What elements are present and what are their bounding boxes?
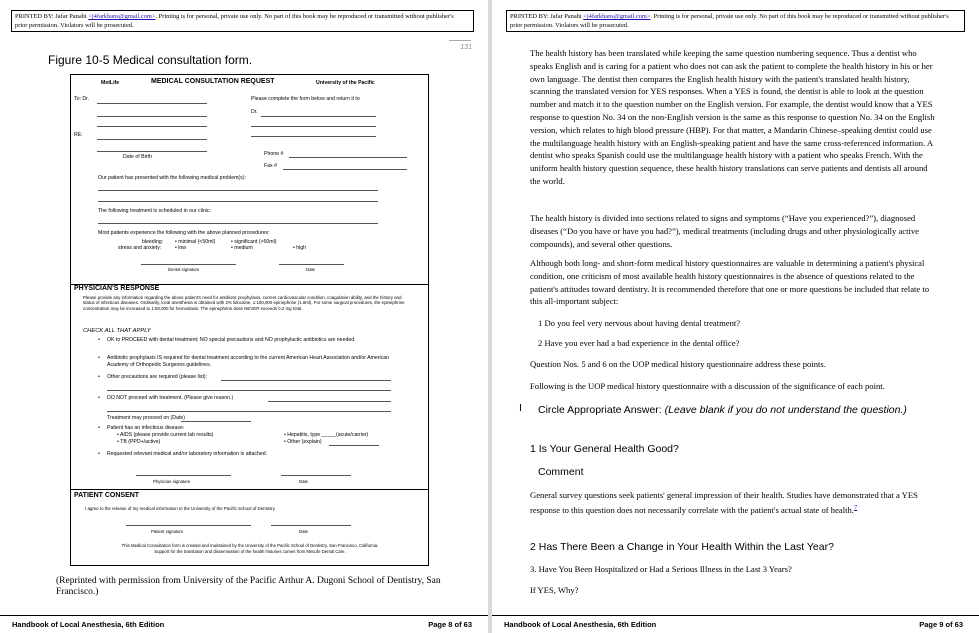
book-page-number: 131 <box>460 44 472 51</box>
explain-line[interactable] <box>329 445 379 446</box>
aids-option[interactable]: • AIDS (please provide current lab results) <box>117 432 214 438</box>
dental-signature-label: Dental signature <box>168 267 200 272</box>
check-all-label: CHECK ALL THAT APPLY <box>83 328 151 334</box>
paragraph: The health history is divided into sections related to signs and symptoms (“Have you experienced?”), diagnosed diseases (“Do you have or have you had?”), medical treatments (including drugs and other physiologically active compounds), and several other questions. <box>530 213 919 249</box>
page-footer <box>0 615 488 633</box>
date-label: Date <box>306 267 316 272</box>
stress-low[interactable]: • low <box>175 245 187 251</box>
footer-book-title: Handbook of Local Anesthesia, 6th Edition <box>504 620 657 629</box>
precautions-line[interactable] <box>221 380 391 381</box>
stress-label: stress and anxiety: <box>118 245 162 251</box>
banner-text-tail: . Printing is for personal, private use only. No part of this book may be reproduced or transmitted without publisher's <box>155 13 454 20</box>
re-line[interactable] <box>97 139 207 140</box>
figure-title: Figure 10-5 Medical consultation form. <box>48 53 253 67</box>
return-dr-line[interactable] <box>261 116 376 117</box>
reference-link[interactable]: 7 <box>853 503 858 511</box>
procedures-label: Most patients experience the following with the above planned procedures: <box>98 230 270 236</box>
dental-date-line[interactable] <box>279 264 344 265</box>
paragraph: Although both long- and short-form medical history questionnaires are valuable in determining a patient's physical condition, one criticism of most available health history questionnaires is the absence of questions related to the patient's attitudes toward dentistry. It is recommended therefore that one or more questions be included that relate to this all-important subject: <box>530 258 930 307</box>
paragraph: Following is the UOP medical history questionnaire with a discussion of the significance of each point. <box>530 381 885 391</box>
dob-line[interactable] <box>97 151 207 152</box>
paragraph: General survey questions seek patients' general impression of their health. Studies have demonstrated that a YES response to this question does not necessarily correlate with the patient's actual state of health. <box>530 490 918 515</box>
precautions-line[interactable] <box>107 390 391 391</box>
paragraph: Question Nos. 5 and 6 on the UOP medical history questionnaire address these points. <box>530 359 826 369</box>
left-page <box>0 0 488 633</box>
footer-page-number: Page 8 of 63 <box>428 620 472 629</box>
question-heading: 2 Has There Been a Change in Your Health Within the Last Year? <box>530 541 834 553</box>
form-footer: This Medical Consultation form is created and maintained by the University of the Pacific School of Dentistry, San Francisco, California. <box>121 543 379 548</box>
physician-instructions: Please provide any information regarding the above patient's need for antibiotic prophylaxis, current cardiovascular condition, coagulation ability, and the history and status of infectious diseases. Ordinarily, local anesthesia is obtained with 2% lidocaine, 1:100,000 epinephrine (1.8ml). For some surgical procedures, the epinephrine concentration may be increased to 1:50,000 for hemostasis. The epinephrine dose NEVER exceeds 0.2 mg total. <box>83 295 405 311</box>
address-line[interactable] <box>97 126 207 127</box>
treatment-label: The following treatment is scheduled in our clinic: <box>98 208 212 214</box>
bleeding-minimal[interactable]: • minimal (<50ml) <box>175 239 216 245</box>
ok-to-proceed-option[interactable]: OK to PROCEED with dental treatment; NO special precautions and NO prophylactic antibiotics are needed. <box>107 337 356 343</box>
consultation-form: MetLife MEDICAL CONSULTATION REQUEST University of the Pacific To: Dr. Please complete the form below and return it to Dr. RE: Date of Birth Phone # Fax # Our patient has presented with the following medical problem(s): The following treatment is scheduled in our clinic: Most patients experience the following with the above planned procedures: bleeding: • minimal (<50ml) • significant (>50ml) stress and anxiety: • low • medium • high Dental signature Date PHYSICIAN'S RESPONSE Please provide any information regarding the above patient's need for antibiotic prophylaxis, current cardiovascular condition, coagulation ability, and the history and status of infectious diseases. Ordinarily, local anesthesia is obtained with 2% lidocaine, 1:100,000 epinephrine (1.8ml). For some surgical procedures, the epinephrine concentration may be increased to 1:50,000 for hemostasis. The epinephrine dose NEVER exceeds 0.2 mg total. CHECK ALL THAT APPLY • OK to PROCEED with dental treatment; NO special precautions and NO prophylactic antibiotics are needed. • Antibiotic prophylaxis IS required for dental treatment according to the current American Heart Association and/or American Academy of Orthopedic Surgeons guidelines. • Other precautions are required (please list): • DO NOT proceed with treatment. (Please give reason.) Treatment may proceed on (Date) • Patient has an infectious disease: • AIDS (please provide current lab results) • TB (PPD+/active) • Hepatitis, type _____(acute/carrier) • Other (explain) • Requested relevant medical and/or laboratory information is attached. Physician signature Date PATIENT CONSENT I agree to the release of my medical information to the University of the Pacific School of Dentistry. Patient signature Date This Medical Consultation form is created and maintained by the University of the Pacific School of Dentistry, San Francisco, California. Support for the translation and dissemination of the health histories comes from MetLife Dental Care. <box>70 74 429 566</box>
figure-caption: (Reprinted with permission from University of the Pacific Arthur A. Dugoni School of Dentistry, San Francisco.) <box>56 576 441 597</box>
to-dr-label: To: Dr. <box>74 96 89 102</box>
banner-warning: prior permission. Violators will be prosecuted. <box>15 22 134 29</box>
banner-email-link[interactable]: <j4farkhans@gmail.com> <box>88 13 156 20</box>
phone-label: Phone # <box>264 151 284 157</box>
proceed-date-line[interactable] <box>181 421 251 422</box>
section-heading-note: (Leave blank if you do not understand the question.) <box>664 404 907 416</box>
patient-consent-title: PATIENT CONSENT <box>74 492 140 499</box>
physician-signature-label: Physician signature <box>153 479 191 484</box>
problems-line[interactable] <box>98 190 378 191</box>
university-name: University of the Pacific <box>316 80 375 86</box>
bleeding-label: bleeding: <box>142 239 164 245</box>
physician-response-title: PHYSICIAN'S RESPONSE <box>74 285 160 292</box>
other-precautions-option[interactable]: Other precautions are required (please list): <box>107 374 208 380</box>
physician-signature-line[interactable] <box>136 475 231 476</box>
phone-field[interactable] <box>289 157 407 158</box>
fax-field[interactable] <box>283 169 407 170</box>
dr-label: Dr. <box>251 109 258 115</box>
section-divider <box>71 489 428 490</box>
may-proceed-label: Treatment may proceed on (Date) <box>107 415 185 421</box>
stress-high[interactable]: • high <box>293 245 307 251</box>
right-page <box>492 0 979 633</box>
dob-label: Date of Birth <box>123 154 152 160</box>
patient-signature-line[interactable] <box>126 525 251 526</box>
hepatitis-option[interactable]: • Hepatitis, type _____(acute/carrier) <box>284 432 369 438</box>
address-line[interactable] <box>97 116 207 117</box>
do-not-proceed-option[interactable]: DO NOT proceed with treatment. (Please give reason.) <box>107 395 234 401</box>
return-address-line[interactable] <box>251 136 376 137</box>
fax-label: Fax # <box>264 163 277 169</box>
question: If YES, Why? <box>530 585 579 595</box>
physician-date-line[interactable] <box>281 475 351 476</box>
dental-signature-line[interactable] <box>141 264 236 265</box>
to-dr-line[interactable] <box>97 103 207 104</box>
return-address-line[interactable] <box>251 126 376 127</box>
bleeding-significant[interactable]: • significant (>50ml) <box>231 239 277 245</box>
problems-line[interactable] <box>98 201 378 202</box>
page-footer <box>492 615 979 633</box>
date-label: Date <box>299 479 309 484</box>
other-disease-option[interactable]: • Other (explain) <box>284 439 322 445</box>
banner-text-tail: . Printing is for personal, private use only. No part of this book may be reproduced or transmitted without publisher's <box>650 13 949 20</box>
reason-line[interactable] <box>268 401 391 402</box>
footer-page-number: Page 9 of 63 <box>919 620 963 629</box>
reason-line[interactable] <box>107 411 391 412</box>
problems-label: Our patient has presented with the following medical problem(s): <box>98 175 246 181</box>
instructions-text: Please complete the form below and return it to <box>251 96 360 102</box>
form-title: MEDICAL CONSULTATION REQUEST <box>151 78 275 85</box>
comment-heading: Comment <box>538 466 584 478</box>
antibiotic-option[interactable]: Antibiotic prophylaxis IS required for dental treatment according to the current American Heart Association and/or American Academy of Orthopedic Surgeons guidelines. <box>107 355 389 368</box>
treatment-line[interactable] <box>98 223 378 224</box>
infectious-disease-option[interactable]: Patient has an infectious disease: <box>107 425 185 431</box>
banner-text: PRINTED BY: Jafar Panahi <box>15 13 89 20</box>
tb-option[interactable]: • TB (PPD+/active) <box>117 439 161 445</box>
section-numeral: I <box>519 402 522 414</box>
date-label: Date <box>299 529 309 534</box>
attitude-question: 1 Do you feel very nervous about having dental treatment? <box>538 318 741 328</box>
question-heading: 1 Is Your General Health Good? <box>530 443 679 455</box>
patient-date-line[interactable] <box>271 525 351 526</box>
banner-warning: prior permission. Violators will be prosecuted. <box>510 22 629 29</box>
patient-signature-label: Patient signature <box>151 529 184 534</box>
stress-medium[interactable]: • medium <box>231 245 253 251</box>
print-banner <box>506 10 965 32</box>
section-heading: Circle Appropriate Answer: <box>538 404 665 416</box>
banner-email-link[interactable]: <j4farkhans@gmail.com> <box>583 13 651 20</box>
question: 3. Have You Been Hospitalized or Had a Serious Illness in the Last 3 Years? <box>530 564 792 574</box>
print-banner <box>11 10 474 32</box>
paragraph: The health history has been translated while keeping the same question numbering sequence. Thus a dentist who speaks English and is caring for a patient who does not can ask the patient to complete the health history in his or her own language. The dentist then compares the English health history with the patient's translated health history, scanning the translated version for YES responses. When a YES is found, the dentist is able to look at the question number and match it to the question number on the English version. For example, the dentist would know that a YES response to question No. 34 on the non-English version is the same as this response to question No. 34 on the English version, which relates to high blood pressure (HBP). For that matter, a Mandarin Chinese–speaking dentist could use the multilanguage health history with an English-speaking patient and have the same cross-referenced information. A dentist who speaks Spanish could use the multilanguage health history with a patient who speaks French. With the uniform health history question sequence, these health history translations can serve patients and dentists all around the world. <box>530 48 935 186</box>
metlife-logo: MetLife <box>101 80 120 86</box>
form-footer: Support for the translation and dissemination of the health histories comes from MetLife Dental Care. <box>154 549 346 554</box>
banner-text: PRINTED BY: Jafar Panahi <box>510 13 584 20</box>
info-attached-option[interactable]: Requested relevant medical and/or laboratory information is attached. <box>107 451 268 457</box>
consent-text: I agree to the release of my medical information to the University of the Pacific School of Dentistry. <box>85 506 276 511</box>
attitude-question: 2 Have you ever had a bad experience in the dental office? <box>538 338 740 348</box>
re-label: RE: <box>74 132 83 138</box>
page-rule <box>449 40 471 41</box>
footer-book-title: Handbook of Local Anesthesia, 6th Edition <box>12 620 165 629</box>
